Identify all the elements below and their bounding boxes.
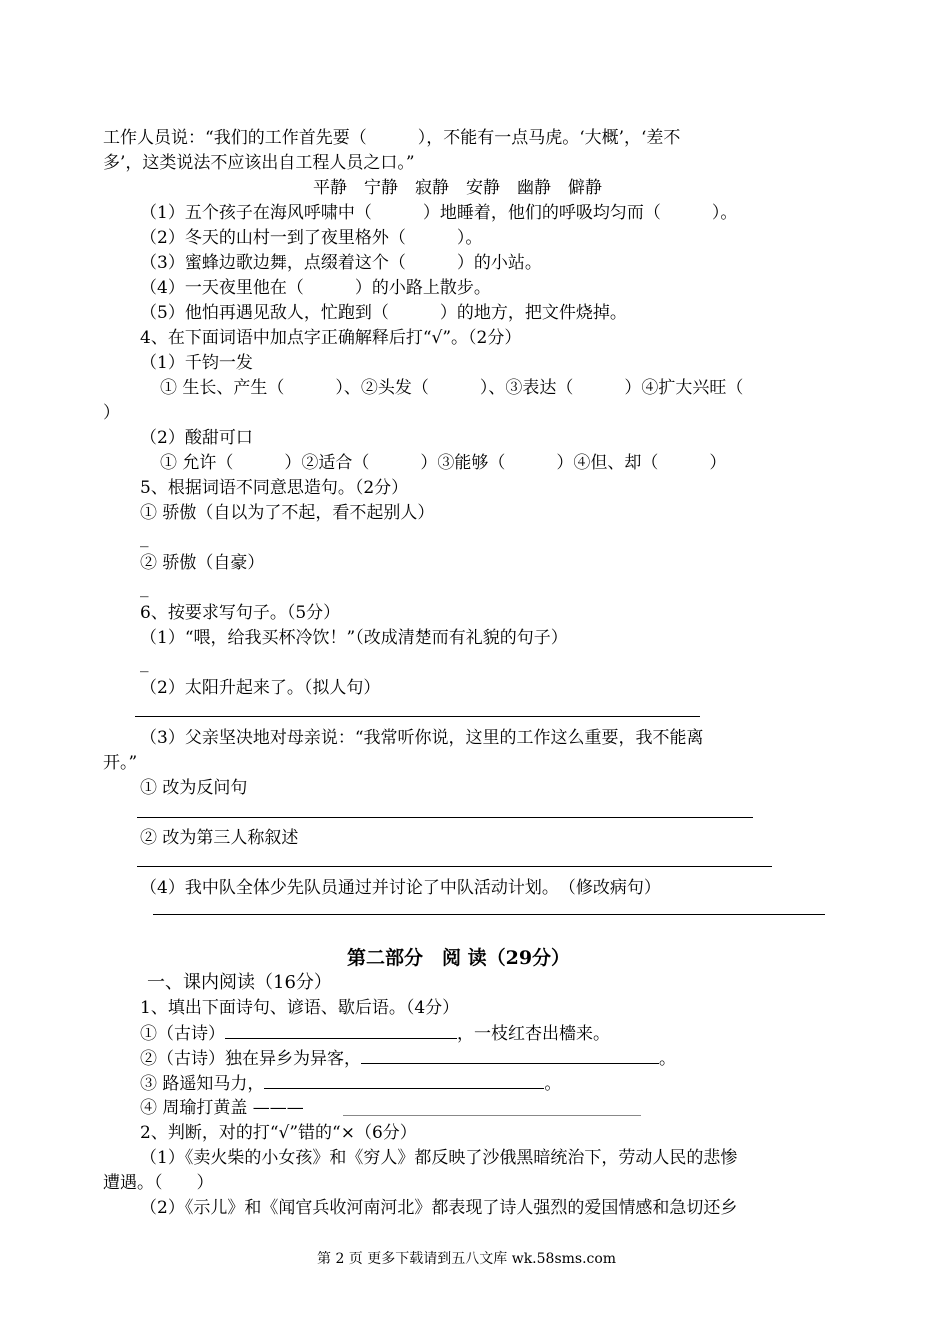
question-item bbox=[140, 1022, 610, 1045]
question-item: （2）太阳升起来了。（拟人句） bbox=[140, 678, 381, 698]
question-item: （3）蜜蜂边歌边舞，点缀着这个（ ）的小站。 bbox=[140, 253, 542, 273]
question-item: ① 骄傲（自以为了不起，看不起别人） bbox=[140, 503, 435, 523]
question-item: ① 改为反问句 bbox=[140, 778, 248, 798]
text-line: ） bbox=[103, 403, 120, 423]
answer-line[interactable] bbox=[137, 817, 753, 818]
answer-line[interactable] bbox=[135, 716, 700, 717]
answer-blank[interactable] bbox=[225, 1022, 457, 1039]
question-heading: 5、根据词语不同意思造句。（2分） bbox=[140, 478, 409, 498]
answer-line[interactable] bbox=[137, 866, 772, 867]
question-item bbox=[140, 1072, 561, 1095]
answer-blank[interactable] bbox=[264, 1072, 544, 1089]
question-options: ① 允许（ ）②适合（ ）③能够（ ）④但、却（ ） bbox=[160, 453, 727, 473]
question-prefix: ②（古诗）独在异乡为异客， bbox=[140, 1049, 361, 1069]
question-heading: 1、填出下面诗句、谚语、歇后语。（4分） bbox=[140, 998, 460, 1018]
page-footer: 第 2 页 更多下载请到五八文库 wk.58sms.com bbox=[317, 1251, 617, 1267]
section-title: 第二部分 阅 读（29分） bbox=[347, 947, 571, 969]
answer-blank[interactable]: _ bbox=[140, 528, 149, 548]
question-item: ② 骄傲（自豪） bbox=[140, 553, 265, 573]
question-heading: 6、按要求写句子。（5分） bbox=[140, 603, 341, 623]
text-line: 遭遇。（ ） bbox=[103, 1173, 214, 1193]
question-item: ② 改为第三人称叙述 bbox=[140, 828, 299, 848]
question-heading: 2、判断，对的打“√”错的“×（6分） bbox=[140, 1123, 417, 1143]
answer-blank[interactable] bbox=[361, 1047, 659, 1064]
answer-line[interactable] bbox=[153, 914, 825, 915]
question-item: （4）我中队全体少先队员通过并讨论了中队活动计划。 （修改病句） bbox=[140, 878, 661, 898]
question-item: （1）千钧一发 bbox=[140, 353, 253, 373]
answer-blank[interactable]: _ bbox=[140, 653, 149, 673]
question-prefix: ①（古诗） bbox=[140, 1024, 225, 1044]
question-item: （3）父亲坚决地对母亲说：“我常听你说，这里的工作这么重要，我不能离 bbox=[140, 728, 704, 748]
question-heading: 4、在下面词语中加点字正确解释后打“√”。（2分） bbox=[140, 328, 522, 348]
question-item bbox=[140, 1047, 676, 1070]
question-suffix: 。 bbox=[544, 1074, 562, 1094]
section-heading: 一、课内阅读（16分） bbox=[147, 972, 332, 993]
question-prefix: ③ 路遥知马力， bbox=[140, 1074, 265, 1094]
question-item: （2）酸甜可口 bbox=[140, 428, 253, 448]
word-bank: 平静 宁静 寂静 安静 幽静 僻静 bbox=[313, 178, 602, 198]
question-item: （1）《卖火柴的小女孩》和《穷人》都反映了沙俄黑暗统治下，劳动人民的悲惨 bbox=[140, 1148, 738, 1168]
answer-blank[interactable]: _ bbox=[140, 578, 149, 598]
question-item: （4）一天夜里他在（ ）的小路上散步。 bbox=[140, 278, 491, 298]
question-item: （5）他怕再遇见敌人，忙跑到（ ）的地方，把文件烧掉。 bbox=[140, 303, 627, 323]
answer-line[interactable] bbox=[343, 1115, 641, 1116]
question-item: （1）“喂，给我买杯冷饮！”（改成清楚而有礼貌的句子） bbox=[140, 628, 568, 648]
question-item: （2）《示儿》和《闻官兵收河南河北》都表现了诗人强烈的爱国情感和急切还乡 bbox=[140, 1198, 738, 1218]
text-line: 工作人员说：“我们的工作首先要（ ），不能有一点马虎。‘大概’，‘差不 bbox=[103, 128, 681, 148]
question-item: （2）冬天的山村一到了夜里格外（ ）。 bbox=[140, 228, 483, 248]
question-item: ④ 周瑜打黄盖 ——— bbox=[140, 1098, 304, 1118]
text-line: 开。” bbox=[103, 753, 138, 773]
text-line: 多’，这类说法不应该出自工程人员之口。” bbox=[103, 153, 415, 173]
question-options: ① 生长、产生（ ）、②头发（ ）、③表达（ ）④扩大兴旺（ bbox=[160, 378, 744, 398]
question-suffix: 。 bbox=[659, 1049, 676, 1069]
question-suffix: ，一枝红杏出檣来。 bbox=[457, 1024, 610, 1044]
question-item: （1）五个孩子在海风呼啸中（ ）地睡着，他们的呼吸均匀而（ ）。 bbox=[140, 203, 738, 223]
